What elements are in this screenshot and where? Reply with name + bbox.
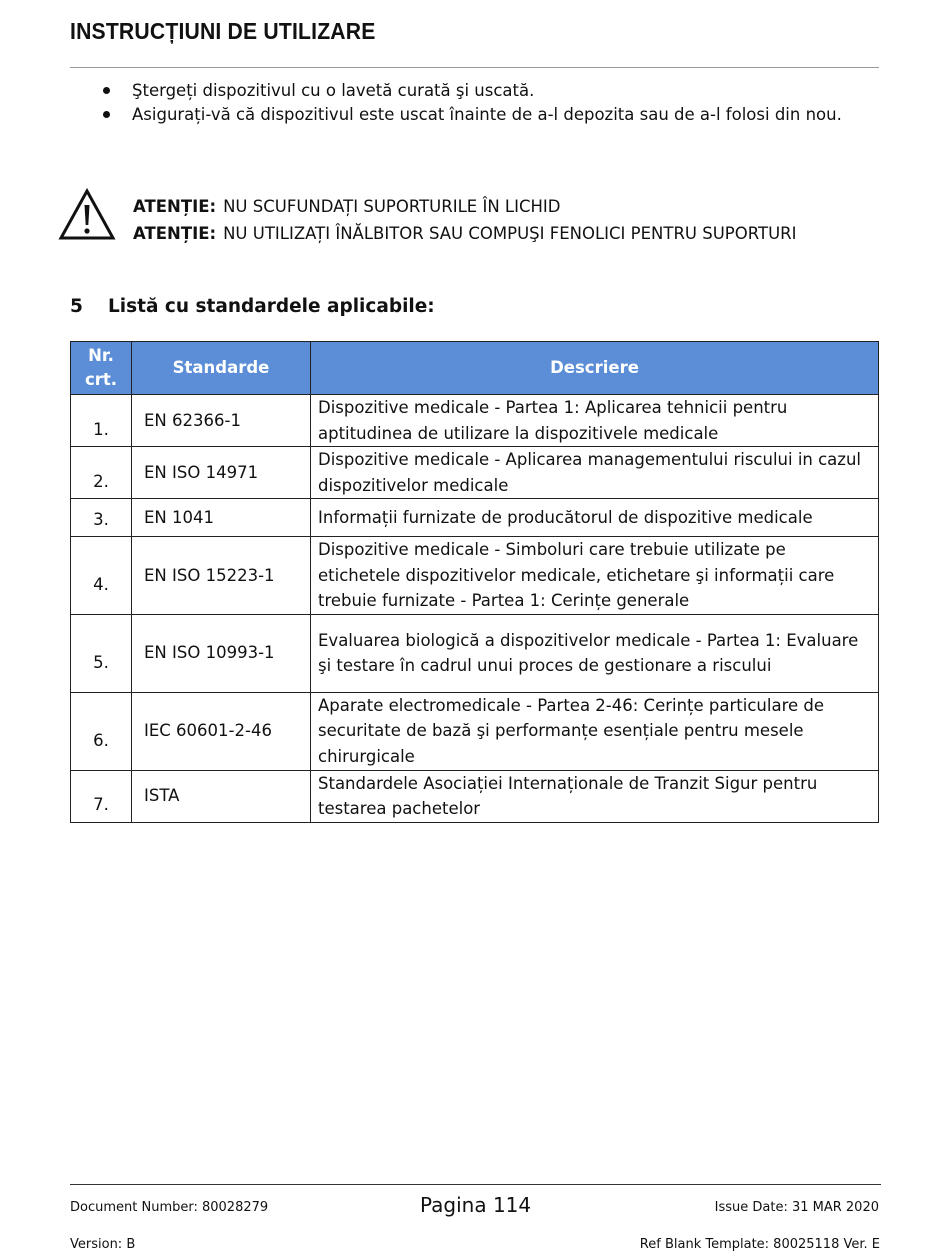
standard-description: Dispozitive medicale - Partea 1: Aplicarea tehnicii pentru aptitudinea de utilizare la dispozitivele medicale	[311, 395, 879, 447]
row-number: 3.	[71, 499, 132, 537]
standard-description: Evaluarea biologică a dispozitivelor medicale - Partea 1: Evaluare şi testare în cadrul unui proces de gestionare a riscului	[311, 614, 879, 692]
standard-code: EN 62366-1	[132, 395, 311, 447]
column-header-standard: Standarde	[132, 342, 311, 395]
section-title: Listă cu standardele aplicabile:	[108, 296, 435, 317]
list-item-text: Ştergeți dispozitivul cu o lavetă curată şi uscată.	[132, 81, 535, 100]
document-version: Version: B	[70, 1237, 136, 1252]
row-number: 5.	[71, 614, 132, 692]
standards-table	[70, 341, 879, 823]
standard-code: ISTA	[132, 770, 311, 822]
table-row	[71, 537, 879, 615]
ref-template: Ref Blank Template: 80025118 Ver. E	[639, 1237, 880, 1252]
caution-text: NU UTILIZAȚI ÎNĂLBITOR SAU COMPUŞI FENOLICI PENTRU SUPORTURI	[223, 224, 797, 243]
issue-date: Issue Date: 31 MAR 2020	[714, 1200, 879, 1215]
caution-line	[133, 197, 560, 216]
table-row	[71, 692, 879, 770]
list-item-text: Asigurați-vă că dispozitivul este uscat înainte de a-l depozita sau de a-l folosi din nou.	[132, 104, 842, 124]
row-number: 6.	[71, 692, 132, 770]
caution-label: ATENȚIE:	[133, 197, 217, 216]
section-number: 5	[70, 296, 83, 317]
standard-description: Informații furnizate de producătorul de dispozitive medicale	[311, 499, 879, 537]
standard-description: Dispozitive medicale - Simboluri care trebuie utilizate pe etichetele dispozitivelor medicale, etichetare şi informații care trebuie furnizate - Partea 1: Cerințe generale	[311, 537, 879, 615]
caution-label: ATENȚIE:	[133, 224, 217, 243]
row-number: 2.	[71, 447, 132, 499]
standard-description: Dispozitive medicale - Aplicarea managementului riscului in cazul dispozitivelor medicale	[311, 447, 879, 499]
standard-code: EN ISO 15223-1	[132, 537, 311, 615]
header-divider	[70, 67, 879, 68]
standard-code: EN 1041	[132, 499, 311, 537]
standard-code: IEC 60601-2-46	[132, 692, 311, 770]
table-header-row	[71, 342, 879, 395]
table-row	[71, 499, 879, 537]
section-heading	[70, 296, 435, 317]
table-row	[71, 614, 879, 692]
bullet-icon	[103, 87, 110, 94]
row-number: 4.	[71, 537, 132, 615]
column-header-description: Descriere	[311, 342, 879, 395]
cleaning-instructions-list	[100, 79, 880, 126]
standard-code: EN ISO 10993-1	[132, 614, 311, 692]
footer-divider	[70, 1184, 881, 1185]
row-number: 1.	[71, 395, 132, 447]
caution-text: NU SCUFUNDAȚI SUPORTURILE ÎN LICHID	[223, 197, 561, 216]
caution-line	[133, 224, 797, 243]
standard-code: EN ISO 14971	[132, 447, 311, 499]
page-number: Pagina 114	[420, 1193, 532, 1217]
warning-triangle-icon	[58, 188, 116, 241]
page-header-title: INSTRUCȚIUNI DE UTILIZARE	[70, 18, 376, 44]
document-number: Document Number: 80028279	[70, 1200, 269, 1215]
bullet-icon	[103, 111, 110, 118]
table-row	[71, 447, 879, 499]
list-item	[100, 79, 880, 103]
standard-description: Standardele Asociației Internaționale de Tranzit Sigur pentru testarea pachetelor	[311, 770, 879, 822]
column-header-nr: Nr. crt.	[71, 342, 132, 395]
list-item	[100, 103, 880, 127]
standard-description: Aparate electromedicale - Partea 2-46: Cerințe particulare de securitate de bază şi performanțe esențiale pentru mesele chirurgicale	[311, 692, 879, 770]
table-row	[71, 770, 879, 822]
table-row	[71, 395, 879, 447]
row-number: 7.	[71, 770, 132, 822]
